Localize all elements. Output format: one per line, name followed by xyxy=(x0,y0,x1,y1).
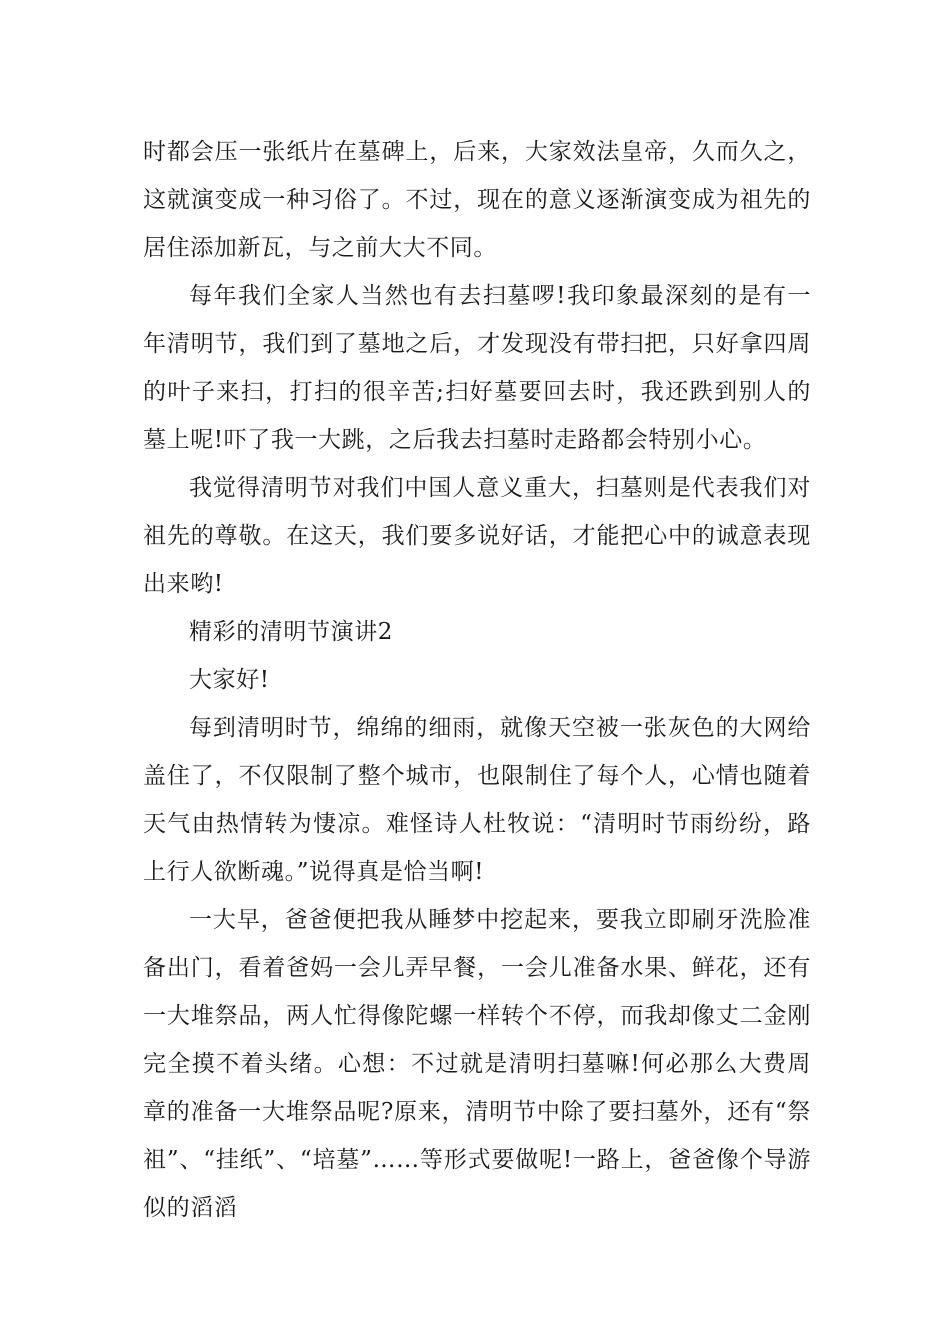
speech-title: 精彩的清明节演讲2 xyxy=(189,619,394,645)
paragraph-significance: 我觉得清明节对我们中国人意义重大，扫墓则是代表我们对祖先的尊敬。在这天，我们要多说好话，才能把心中的诚意表现出来哟! xyxy=(143,475,811,597)
document-body xyxy=(143,128,811,1232)
paragraph-family-tomb-sweeping: 每年我们全家人当然也有去扫墓啰!我印象最深刻的是有一年清明节，我们到了墓地之后，才发现没有带扫把，只好拿四周的叶子来扫，打扫的很辛苦;扫好墓要回去时，我还跌到别人的墓上呢!吓了我一大跳，之后我去扫墓时走路都会特别小心。 xyxy=(143,283,811,453)
greeting: 大家好! xyxy=(189,667,270,693)
paragraph-continuation: 时都会压一张纸片在墓碑上，后来，大家效法皇帝，久而久之，这就演变成一种习俗了。不过，现在的意义逐渐演变成为祖先的居住添加新瓦，与之前大大不同。 xyxy=(143,139,811,261)
paragraph-morning-preparation: 一大早，爸爸便把我从睡梦中挖起来，要我立即刷牙洗脸准备出门，看着爸妈一会儿弄早餐，一会儿准备水果、鲜花，还有一大堆祭品，两人忙得像陀螺一样转个不停，而我却像丈二金刚完全摸不着头绪。心想：不过就是清明扫墓嘛!何必那么大费周章的准备一大堆祭品呢?原来，清明节中除了要扫墓外，还有“祭祖”、“挂纸”、“培墓”……等形式要做呢!一路上，爸爸像个导游似的滔滔 xyxy=(143,907,811,1221)
paragraph-drizzle: 每到清明时节，绵绵的细雨，就像天空被一张灰色的大网给盖住了，不仅限制了整个城市，也限制住了每个人，心情也随着天气由热情转为悽凉。难怪诗人杜牧说：“清明时节雨纷纷，路上行人欲断魂。”说得真是恰当啊! xyxy=(143,715,811,885)
